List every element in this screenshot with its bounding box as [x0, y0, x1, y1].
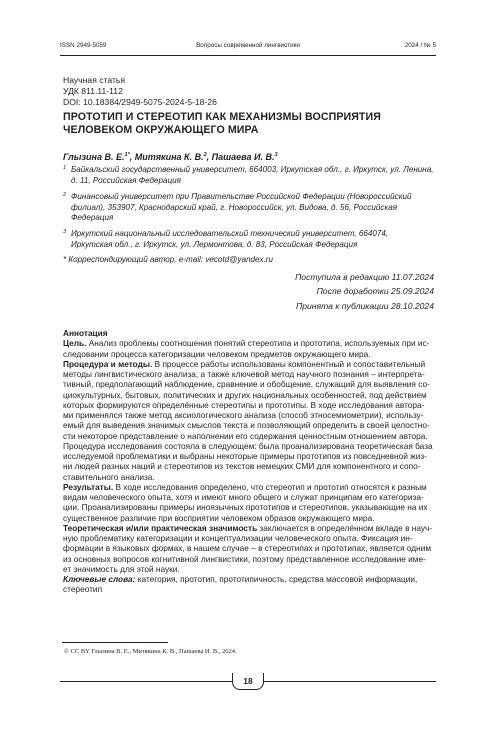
date-received: Поступила в редакцию 11.07.2024 [295, 272, 434, 282]
goal-line: Анализ проблемы соотношения понятий стереотипа и прототипа, используемых при ис- [86, 338, 430, 349]
methods-line: Процедура исследования состояла в следующем: была проанализирована теоретическая база [63, 440, 433, 451]
doi: DOI: 10.18384/2949-5075-2024-5-18-26 [63, 97, 217, 108]
abstract-results [63, 482, 435, 523]
keywords-line: категория, прототип, прототипичность, средства массовой информации, [135, 574, 418, 584]
affiliation-line: д. 11, Российская Федерация [71, 175, 181, 185]
keywords-label: Ключевые слова: [63, 574, 136, 584]
footer-rule-right [264, 681, 436, 682]
methods-line: тивный, предполагающий наблюдение, сравнение и обобщение, служащий для выявления со- [63, 379, 430, 390]
affiliation-line: Финансовый университет при Правительстве Российской Федерации (Новороссийский [71, 192, 412, 201]
corresponding-author [63, 255, 437, 266]
methods-line: ставительного анализа. [63, 471, 155, 482]
abstract-methods [63, 359, 435, 482]
methods-line: ни людей разных наций и стереотипов из текстов немецких СМИ для компонентного и сопо- [63, 461, 421, 472]
significance-line: ную проблематику категоризации и концептуализации человеческого опыта. Фиксация ин- [63, 533, 413, 543]
methods-line: ми применялся также метод аксиологического анализа (способ этносемиометрии), использу- [63, 410, 424, 420]
publication-dates [295, 270, 434, 313]
results-line: В ходе исследования определено, что стереотип и прототип относятся к разным [113, 481, 427, 492]
affiliation-line: Иркутская обл., г. Иркутск, ул. Лермонтова, д. 83, Российская Федерация [71, 239, 358, 249]
abstract-goal [63, 338, 435, 359]
affiliation-sup: 3 [63, 229, 67, 235]
udk: УДК 811.11-112 [63, 86, 123, 97]
author-sup: 1* [124, 152, 130, 158]
abstract-keywords [63, 574, 435, 595]
license-footnote: © CC BY Глызина В. Е., Митякина К. В., Пашаева И. В., 2024. [64, 648, 237, 655]
significance-line: ет значимость для этой науки. [63, 563, 180, 574]
footer-rule-left [60, 681, 232, 682]
running-header [60, 42, 436, 53]
abstract-significance [63, 523, 435, 574]
methods-line: циокультурных, бытовых, политических и других национальных особенностей, под действием [63, 389, 427, 400]
article-type: Научная статья [63, 75, 126, 85]
article-title [63, 111, 443, 137]
goal-label: Цель. [63, 338, 87, 349]
header-rule [60, 55, 436, 56]
methods-line: В процессе работы использованы компонентный и сопоставительный [152, 358, 426, 369]
methods-line: емый для выведения значимых смыслов текста и позволяющий определить в своей целостно- [63, 420, 430, 431]
affiliation-sup: 1 [63, 165, 67, 171]
methods-line: методы лингвистического анализа, а также ключевой метод научного познания – интерпрета- [63, 369, 425, 379]
article-meta [63, 75, 217, 109]
significance-line: из основных вопросов когнитивной лингвистики, поэтому представленное исследование име- [63, 553, 426, 564]
abstract-heading: Аннотация [63, 328, 108, 338]
author-name: Митякина К. В. [134, 152, 204, 162]
methods-line: исследуемой проблематики и выбраны некоторые примеры прототипов из повседневной жиз- [63, 451, 427, 461]
significance-line: заключается в определённом вкладе в науч- [257, 522, 433, 533]
page-number: 18 [243, 676, 253, 686]
affiliation-line: Иркутский национальный исследовательский технический университет, 664074, [71, 229, 389, 238]
author-name: Пашаева И. В. [211, 152, 275, 162]
significance-label: Теоретическая и/или практическая значимость [63, 522, 258, 533]
affiliation-1 [63, 165, 437, 186]
significance-line: формации в языковых формах, в нашем случае – в стереотипах и прототипах, является одним [63, 543, 432, 554]
affiliation-3 [63, 229, 437, 250]
abstract [63, 328, 435, 595]
results-line: ции. Проанализированы примеры иноязычных прототипов и стереотипов, указывающие на их [63, 502, 428, 513]
goal-line: следовании процесса категоризации человеком предметов окружающего мира. [63, 348, 371, 359]
results-line: видам человеческого опыта, хотя и имеют много общего и служат принципам его категориза- [63, 492, 424, 502]
results-line: существенное различие при восприятии человеком образов окружающего мира. [63, 512, 375, 523]
title-line: ПРОТОТИП И СТЕРЕОТИП КАК МЕХАНИЗМЫ ВОСПРИЯТИЯ [63, 111, 381, 123]
results-label: Результаты. [63, 481, 114, 492]
header-journal: Вопросы современной лингвистики [196, 42, 300, 49]
date-accepted: Принята к публикации 28.10.2024 [296, 300, 434, 311]
affiliation-line: филиал), 353907, Краснодарский край, г. Новороссийск, ул. Видова, д. 56, Российская [71, 202, 398, 212]
methods-line: сти некоторое представление о наполнении его содержания ценностным отношением автора. [63, 430, 428, 441]
header-issue: 2024 / № 5 [404, 42, 436, 49]
affiliation-line: Федерация [71, 213, 114, 223]
author-name: Глызина В. Е. [63, 152, 125, 162]
affiliation-line: Байкальский государственный университет, 664003, Иркутская обл., г. Иркутск, ул. Ленина, [71, 165, 434, 174]
methods-line: которых формируются определённые стереотипы и прототипы. В ходе исследования автора- [63, 399, 425, 410]
affiliation-2 [63, 192, 437, 224]
corresponding-author-line: * Корреспондирующий автор, e-mail: vecotd@yandex.ru [63, 255, 273, 264]
header-issn: ISSN 2949-5059 [60, 42, 107, 49]
affiliation-sup: 2 [63, 192, 67, 198]
footnote-rule [62, 642, 168, 643]
author-sup: 2 [203, 152, 207, 158]
author-list: Глызина В. Е.$^{1*}$, Митякина К. В.$^2$, Пашаева И. В.$^3$ [63, 152, 278, 162]
keywords-line: стереотип [63, 584, 103, 595]
author-sup: 3 [274, 152, 278, 158]
date-revised: После доработки 25.09.2024 [316, 286, 434, 297]
title-line: ЧЕЛОВЕКОМ ОКРУЖАЮЩЕГО МИРА [63, 124, 259, 136]
methods-label: Процедура и методы. [63, 358, 153, 369]
